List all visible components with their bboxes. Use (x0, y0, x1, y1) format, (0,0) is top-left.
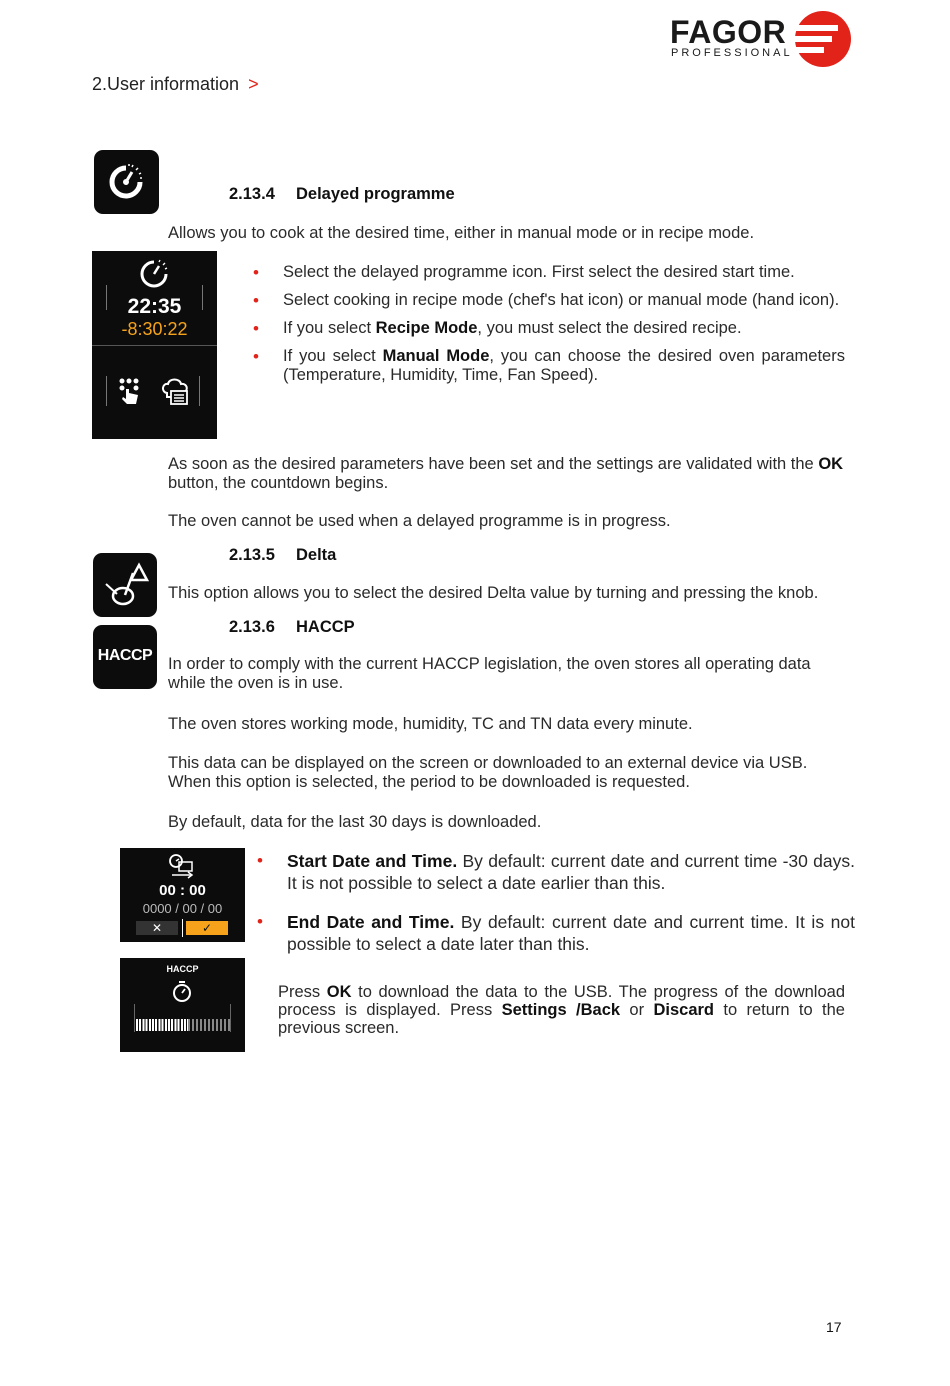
delta-text: This option allows you to select the desired Delta value by turning and pressing the knob. (168, 584, 819, 602)
check-icon: ✓ (201, 921, 213, 935)
haccp-screen-label: HACCP (166, 964, 199, 974)
brand-logo (670, 10, 855, 70)
list-item: • If you select Manual Mode, you can choose the desired oven parameters (Temperature, Humidity, Time, Fan Speed). (253, 347, 845, 385)
fagor-logo-icon (794, 10, 852, 68)
close-icon: ✕ (151, 921, 163, 935)
download-progress-fill (136, 1019, 188, 1031)
haccp-date-steps (257, 850, 855, 972)
delayed-steps (253, 263, 845, 394)
section-number: 2.13.6 (229, 618, 275, 636)
breadcrumb-text: 2.User information (92, 74, 240, 94)
haccp-p3: This data can be displayed on the screen or downloaded to an external device via USB. When this option is selected, the period to be downloaded is requested. (168, 754, 808, 791)
haccp-p4: By default, data for the last 30 days is downloaded. (168, 813, 542, 831)
delayed-intro: Allows you to cook at the desired time, either in manual mode or in recipe mode. (168, 224, 755, 242)
breadcrumb (92, 74, 259, 95)
delayed-screen-countdown: -8:30:22 (121, 319, 188, 339)
download-progress-bar (136, 1019, 230, 1031)
haccp-icon (93, 625, 157, 689)
section-title: HACCP (296, 618, 355, 636)
brand-name: FAGOR (670, 14, 787, 50)
delayed-clock-icon (137, 257, 171, 291)
list-item: • Select the delayed programme icon. First select the desired start time. (253, 263, 845, 282)
haccp-p1: In order to comply with the current HACCP legislation, the oven stores all operating data while the oven is in use. (168, 655, 811, 692)
haccp-date-screen-image (120, 848, 245, 942)
delayed-bullet-list (253, 263, 845, 385)
delayed-countdown-paragraph: As soon as the desired parameters have been set and the settings are validated with the OK button, the countdown begins. (168, 455, 844, 492)
list-item: • If you select Recipe Mode, you must select the desired recipe. (253, 319, 845, 338)
delayed-programme-icon (94, 150, 159, 214)
delayed-screen-time: 22:35 (127, 295, 182, 318)
list-item: • Start Date and Time. By default: current date and current time -30 days. It is not possible to select a date earlier than this. (257, 850, 855, 894)
delta-icon (93, 553, 157, 617)
delayed-note: The oven cannot be used when a delayed programme is in progress. (168, 512, 671, 530)
haccp-icon-label: HACCP (97, 647, 153, 664)
list-item: • Select cooking in recipe mode (chef's hat icon) or manual mode (hand icon). (253, 291, 845, 310)
section-number: 2.13.5 (229, 546, 275, 564)
manual-mode-hand-icon (118, 377, 142, 405)
haccp-bullet-list (257, 850, 855, 955)
haccp-download-paragraph: Press OK to download the data to the USB. The progress of the download process is displayed. Press Settings /Back or Discard to return to the previous screen. (278, 983, 846, 1037)
haccp-p2: The oven stores working mode, humidity, TC and TN data every minute. (168, 715, 693, 733)
section-heading-haccp (229, 618, 355, 637)
brand-subname: PROFESSIONAL (671, 47, 793, 59)
haccp-download-screen-image (120, 958, 245, 1052)
list-item: • End Date and Time. By default: current date and current time. It is not possible to select a date later than this. (257, 911, 855, 955)
haccp-screen-time: 00 : 00 (159, 882, 206, 899)
stopwatch-icon (171, 980, 193, 1004)
breadcrumb-arrow: > (248, 74, 259, 94)
cancel-button[interactable] (136, 921, 178, 935)
section-heading-delayed (229, 185, 455, 204)
haccp-screen-date: 0000 / 00 / 00 (142, 901, 223, 916)
recipe-mode-chef-hat-icon (161, 377, 189, 405)
section-title: Delta (296, 546, 337, 564)
page-number: 17 (826, 1319, 842, 1335)
section-heading-delta (229, 546, 336, 565)
section-title: Delayed programme (296, 185, 455, 203)
calendar-clock-icon (168, 853, 196, 879)
confirm-button[interactable] (186, 921, 228, 935)
delayed-screen-image (92, 251, 217, 439)
section-number: 2.13.4 (229, 185, 275, 203)
